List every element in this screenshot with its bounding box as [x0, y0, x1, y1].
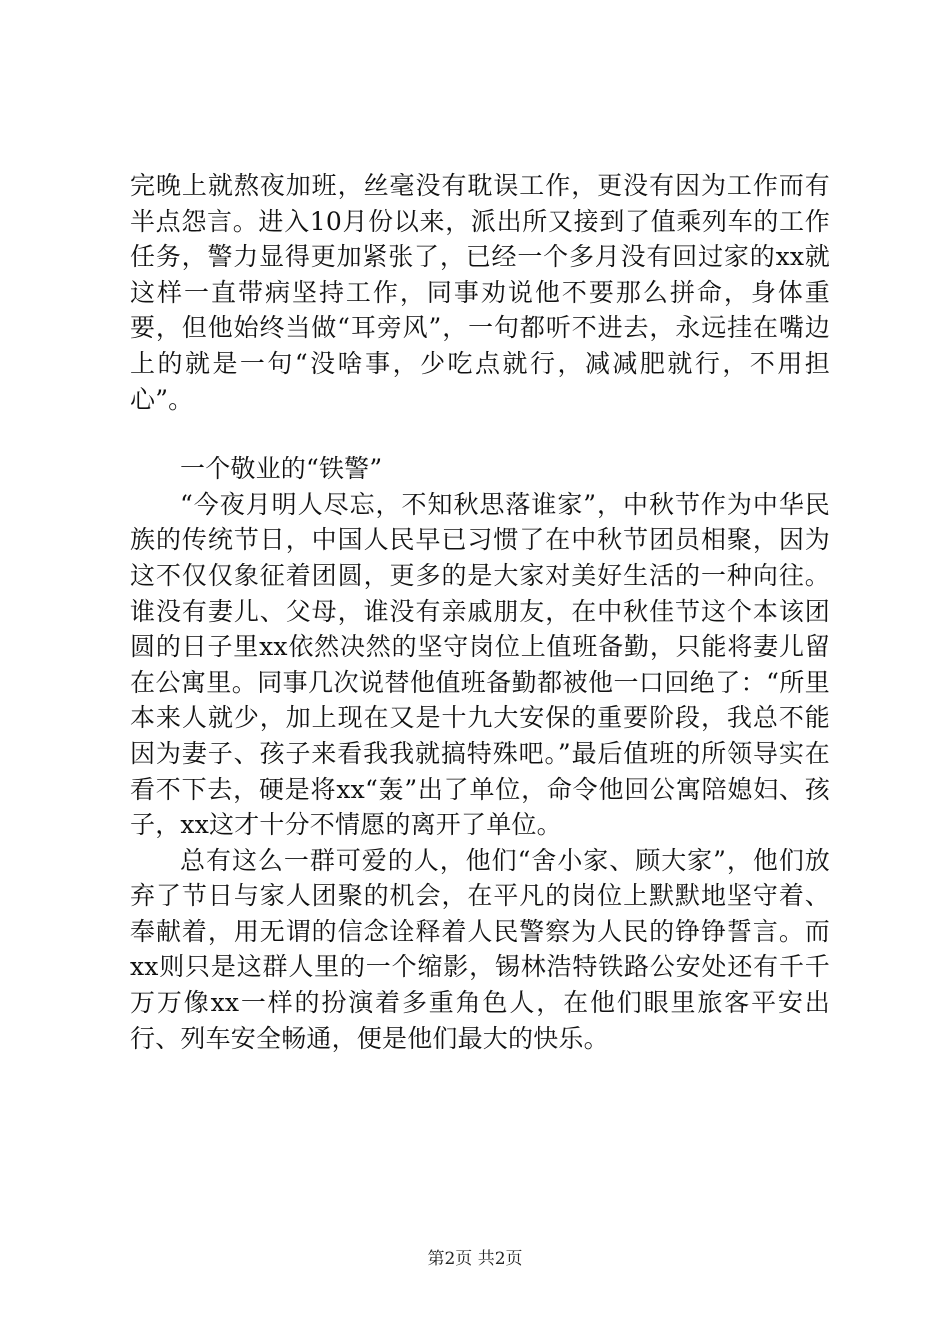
- page-footer: 第2页 共2页: [427, 1249, 523, 1269]
- paragraph-closing: 总有这么一群可爱的人，他们“舍小家、顾大家”，他们放弃了节日与家人团聚的机会，在平凡的岗位上默默地坚守着、奉献着，用无谓的信念诠释着人民警察为人民的铮铮誓言。而xx则只是这群人里的一个缩影，锡林浩特铁路公安处还有千千万万像xx一样的扮演着多重角色人，在他们眼里旅客平安出行、列车安全畅通，便是他们最大的快乐。: [130, 845, 830, 1053]
- document-body: [130, 168, 830, 1056]
- paragraph-mid-autumn: “今夜月明人尽忘，不知秋思落谁家”，中秋节作为中华民族的传统节日，中国人民早已习惯了在中秋节团员相聚，因为这不仅仅象征着团圆，更多的是大家对美好生活的一种向往。谁没有妻儿、父母，谁没有亲戚朋友，在中秋佳节这个本该团圆的日子里xx依然决然的坚守岗位上值班备勤，只能将妻儿留在公寓里。同事几次说替他值班备勤都被他一口回绝了：“所里本来人就少，加上现在又是十九大安保的重要阶段，我总不能因为妻子、孩子来看我我就搞特殊吧。”最后值班的所领导实在看不下去，硬是将xx“轰”出了单位，命令他回公寓陪媳妇、孩子，xx这才十分不情愿的离开了单位。: [130, 489, 830, 840]
- section-heading: 一个敬业的“铁警”: [180, 454, 383, 484]
- paragraph-continuation: 完晚上就熬夜加班，丝毫没有耽误工作，更没有因为工作而有半点怨言。进入10月份以来，派出所又接到了值乘列车的工作任务，警力显得更加紧张了，已经一个多月没有回过家的xx就这样一直带病坚持工作，同事劝说他不要那么拼命，身体重要，但他始终当做“耳旁风”，一句都听不进去，永远挂在嘴边上的就是一句“没啥事，少吃点就行，减减肥就行，不用担心”。: [130, 171, 830, 414]
